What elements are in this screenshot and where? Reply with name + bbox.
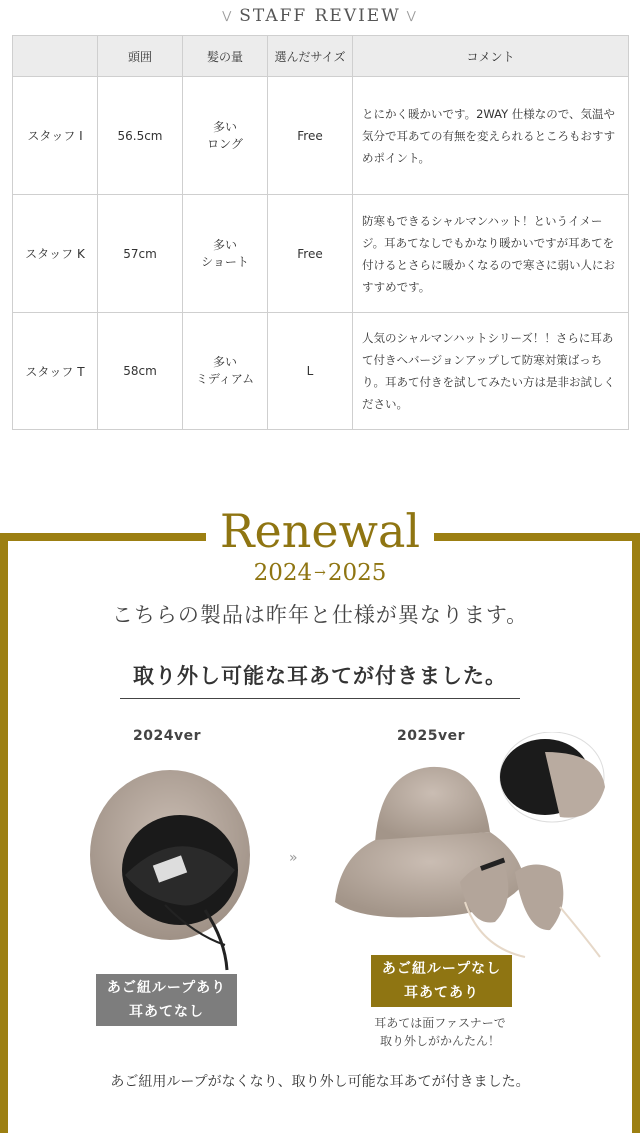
- staff-review-table: [12, 35, 629, 430]
- note-line2: 取り外しがかんたん！: [379, 1034, 500, 1048]
- chevron-down-icon: ⋁: [222, 9, 234, 22]
- staff-name: スタッフ T: [13, 313, 98, 430]
- table-header-row: [13, 36, 629, 77]
- chevron-down-icon: ⋁: [406, 9, 418, 22]
- table-row: [13, 313, 629, 430]
- old-version-badge: [96, 974, 237, 1026]
- hair-length: ロング: [207, 136, 243, 151]
- chosen-size: L: [268, 313, 353, 430]
- renewal-years: [0, 560, 640, 586]
- new-version-note: [340, 1014, 540, 1050]
- renewal-title: Renewal: [206, 500, 434, 562]
- old-badge-line2: 耳あてなし: [129, 1004, 204, 1020]
- hair-cell: [183, 195, 268, 313]
- hat-2025-image: [330, 732, 620, 962]
- table-header-cell: 髪の量: [183, 36, 268, 77]
- year-to: 2025: [327, 560, 387, 586]
- new-badge-line1: あご紐ループなし: [381, 961, 502, 977]
- comment: とにかく暖かいです。2WAY 仕様なので、気温や気分で耳あての有無を変えられるところもおすすめポイント。: [353, 77, 629, 195]
- table-header-cell: [13, 36, 98, 77]
- comment: 防寒もできるシャルマンハット！というイメージ。耳あてなしでもかなり暖かいですが耳あてを付けるとさらに暖かくなるので寒さに弱い人におすすめです。: [353, 195, 629, 313]
- hair-amount: 多い: [212, 237, 237, 252]
- head-size: 58cm: [98, 313, 183, 430]
- renewal-title-wrap: [0, 500, 640, 562]
- hair-length: ショート: [201, 254, 249, 269]
- hair-cell: [183, 313, 268, 430]
- chosen-size: Free: [268, 77, 353, 195]
- staff-review-heading: [0, 6, 640, 26]
- hat-2024-image: [85, 760, 260, 975]
- table-header-cell: 選んだサイズ: [268, 36, 353, 77]
- renewal-summary: あご紐用ループがなくなり、取り外し可能な耳あてが付きました。: [110, 1074, 530, 1090]
- hair-length: ミディアム: [195, 372, 255, 386]
- old-version-label: 2024ver: [133, 728, 201, 744]
- hair-amount: 多い: [212, 119, 237, 134]
- chosen-size: Free: [268, 195, 353, 313]
- note-line1: 耳あては面ファスナーで: [374, 1016, 506, 1030]
- renewal-headline: 取り外し可能な耳あてが付きました。: [120, 660, 520, 699]
- table-row: [13, 77, 629, 195]
- comment: 人気のシャルマンハットシリーズ！！さらに耳あて付きへバージョンアップして防寒対策ばっちり。耳あて付きを試してみたい方は是非お試しください。: [353, 313, 629, 430]
- table-header-cell: コメント: [353, 36, 629, 77]
- new-version-label: 2025ver: [397, 728, 465, 744]
- old-badge-line1: あご紐ループあり: [106, 980, 227, 996]
- new-badge-line2: 耳あてあり: [404, 985, 479, 1001]
- arrow-right-icon: →: [314, 565, 326, 581]
- renewal-subtitle: こちらの製品は昨年と仕様が異なります。: [111, 603, 529, 627]
- head-size: 57cm: [98, 195, 183, 313]
- staff-name: スタッフ K: [13, 195, 98, 313]
- hair-amount: 多い: [212, 355, 237, 369]
- table-header-cell: 頭囲: [98, 36, 183, 77]
- head-size: 56.5cm: [98, 77, 183, 195]
- table-row: [13, 195, 629, 313]
- new-version-badge: [371, 955, 512, 1007]
- year-from: 2024: [253, 560, 313, 586]
- hair-cell: [183, 77, 268, 195]
- chevron-right-icon: »: [289, 850, 298, 866]
- staff-review-title: STAFF REVIEW: [239, 6, 401, 26]
- staff-name: スタッフ I: [13, 77, 98, 195]
